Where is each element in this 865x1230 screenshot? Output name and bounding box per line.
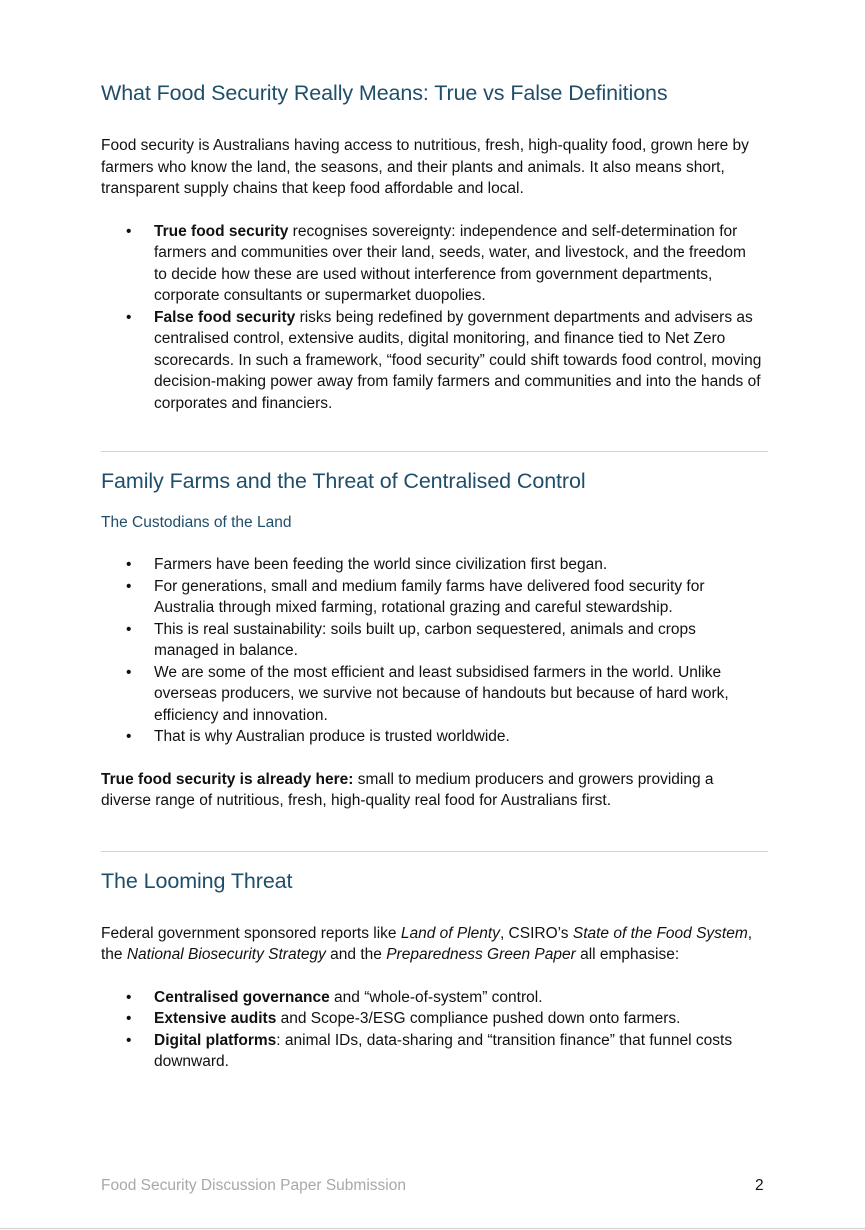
bullet-glyph: • xyxy=(126,1031,132,1049)
bullet-bold-text: False food security xyxy=(154,308,296,326)
section2-bullet-list xyxy=(101,554,763,748)
closing-bold-text: True food security is already here: xyxy=(101,770,354,788)
report-title-italic: National Biosecurity Strategy xyxy=(126,946,326,963)
intro-text: all emphasise: xyxy=(575,946,680,963)
intro-text: and the xyxy=(325,946,387,963)
bullet-text: That is why Australian produce is trusted worldwide. xyxy=(154,728,510,745)
bullet-bold-text: Extensive audits xyxy=(154,1010,277,1027)
section3-bullet-list xyxy=(101,987,763,1073)
bullet-glyph: • xyxy=(126,1010,132,1027)
report-title-italic: Preparedness Green Paper xyxy=(386,946,576,963)
bullet-glyph: • xyxy=(126,222,132,240)
bullet-bold-text: Centralised governance xyxy=(154,988,330,1006)
intro-text: , the xyxy=(101,924,753,963)
list-item xyxy=(101,307,763,415)
list-item xyxy=(101,726,763,748)
section1-intro: Food security is Australians having access to nutritious, fresh, high-quality food, grown here by farmers who know the land, the seasons, and their plants and animals. It also means short, transparent supply chains that keep food affordable and local. xyxy=(101,137,749,197)
bullet-bold-text: Digital platforms xyxy=(154,1031,277,1049)
section-heading-family-farms: Family Farms and the Threat of Centralised Control xyxy=(101,469,586,493)
bullet-text: : animal IDs, data-sharing and “transition finance” that funnel costs downward. xyxy=(154,1031,733,1070)
section2-closing xyxy=(101,769,761,812)
list-item xyxy=(101,576,763,619)
bullet-text: and Scope-3/ESG compliance pushed down onto farmers. xyxy=(276,1010,681,1027)
bullet-bold-text: True food security xyxy=(154,222,289,240)
list-item xyxy=(101,987,763,1009)
section-heading-looming-threat: The Looming Threat xyxy=(101,868,293,893)
list-item xyxy=(101,1030,763,1073)
list-item xyxy=(101,662,763,727)
report-title-italic: Land of Plenty xyxy=(400,924,500,942)
report-title-italic: State of the Food System xyxy=(572,924,748,942)
page-bottom-edge xyxy=(0,1228,865,1229)
section-divider xyxy=(101,451,768,452)
page-number: 2 xyxy=(755,1177,764,1194)
page-content xyxy=(101,78,768,1073)
list-item xyxy=(101,221,763,307)
list-item xyxy=(101,1008,763,1030)
bullet-text: recognises sovereignty: independence and self-determination for farmers and communities over their land, seeds, water, and livestock, and the freedom to decide how these are used without interference from government departments, corporate consultants or supermarket duopolies. xyxy=(154,222,746,304)
section-heading-food-security-definitions: What Food Security Really Means: True vs False Definitions xyxy=(101,81,668,105)
footer-title: Food Security Discussion Paper Submission xyxy=(101,1177,406,1194)
list-item xyxy=(101,554,763,576)
bullet-text: risks being redefined by government departments and advisers as centralised control, extensive audits, digital monitoring, and finance tied to Net Zero scorecards. In such a framework, “food security” could shift towards food control, moving decision-making power away from family farmers and communities and into the hands of corporates and financiers. xyxy=(154,308,762,412)
section3-intro xyxy=(101,923,761,966)
bullet-glyph: • xyxy=(126,620,132,638)
section-divider xyxy=(101,851,768,852)
bullet-glyph: • xyxy=(126,577,132,595)
bullet-glyph: • xyxy=(126,556,132,573)
bullet-text: For generations, small and medium family farms have delivered food security for Australia through mixed farming, rotational grazing and careful stewardship. xyxy=(154,577,705,616)
intro-text: Federal government sponsored reports like xyxy=(101,924,401,942)
list-item xyxy=(101,619,763,662)
closing-text: small to medium producers and growers providing a diverse range of nutritious, fresh, high-quality real food for Australians first. xyxy=(101,770,714,809)
subheading-custodians: The Custodians of the Land xyxy=(101,514,292,531)
bullet-glyph: • xyxy=(126,728,132,745)
bullet-text: Farmers have been feeding the world since civilization first began. xyxy=(154,556,608,573)
bullet-text: We are some of the most efficient and least subsidised farmers in the world. Unlike overseas producers, we survive not because of handouts but because of hard work, efficiency and innovation. xyxy=(154,663,729,724)
bullet-text: This is real sustainability: soils built up, carbon sequestered, animals and crops managed in balance. xyxy=(154,620,696,659)
intro-text: , CSIRO’s xyxy=(499,924,573,942)
section1-bullet-list xyxy=(101,221,763,415)
bullet-glyph: • xyxy=(126,308,132,326)
bullet-text: and “whole-of-system” control. xyxy=(329,988,543,1006)
bullet-glyph: • xyxy=(126,988,132,1006)
bullet-glyph: • xyxy=(126,663,132,681)
